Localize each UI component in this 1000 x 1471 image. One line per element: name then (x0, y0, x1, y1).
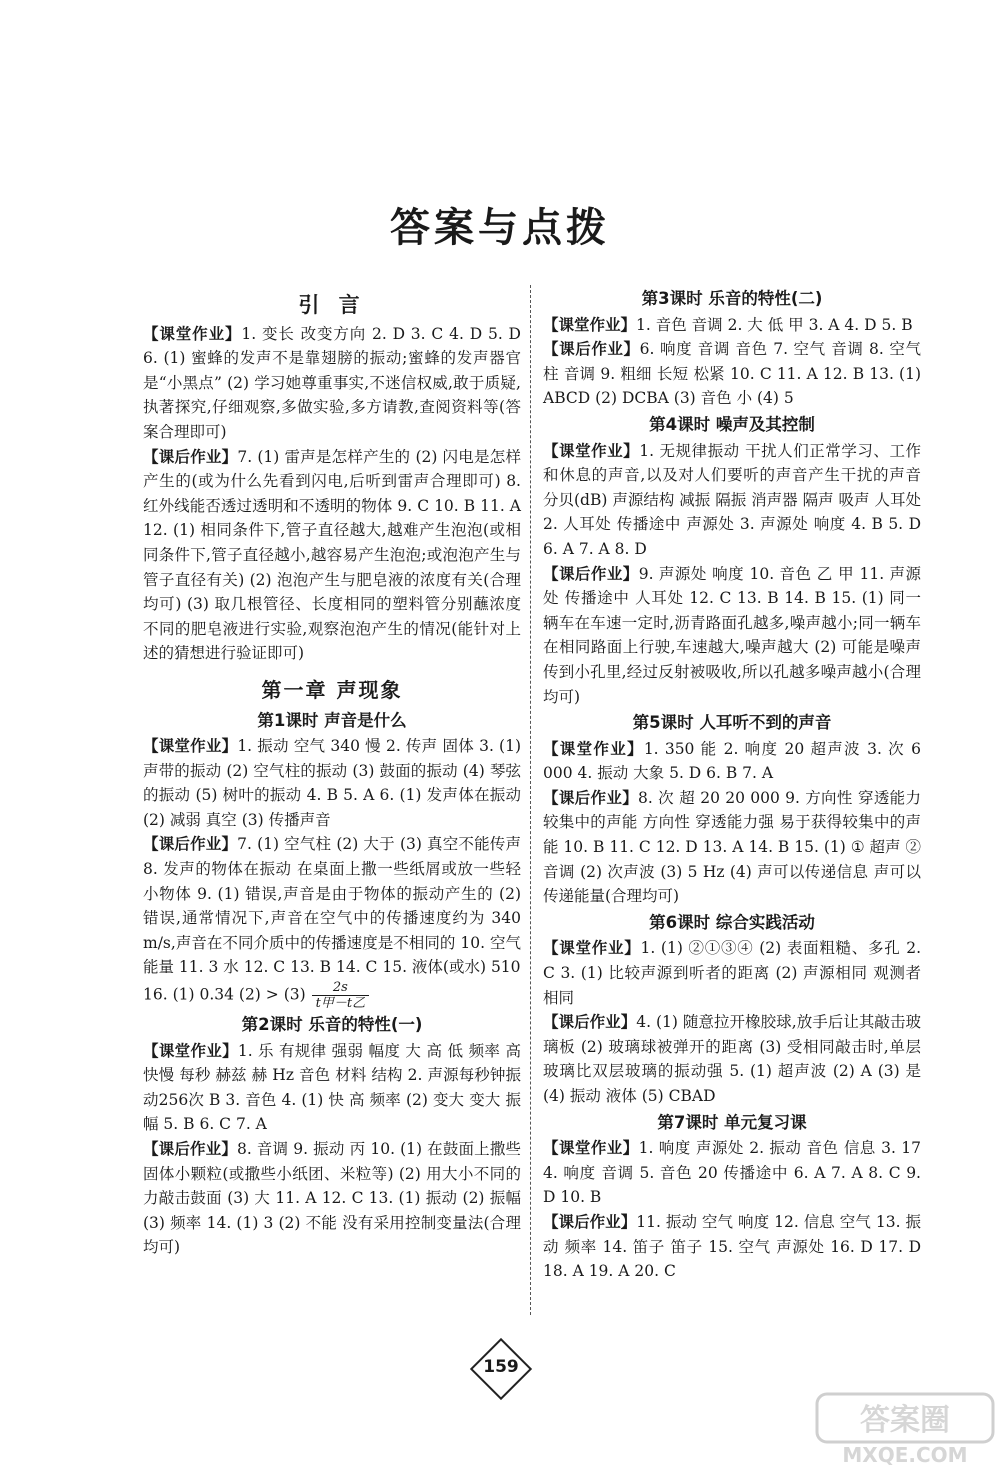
lesson-6-heading: 第6课时 综合实践活动 (649, 912, 815, 932)
answers-text: 6. 响度 音调 音色 7. 空气 音调 8. 空气柱 音调 9. 粗细 长短 松紧 10. C 11. A 12. B 13. (1) ABCD (2) DCBA (3) 音色 小 (4) 5 (543, 340, 921, 408)
homework-tag: 【课后作业】 (143, 835, 238, 854)
homework-tag: 【课后作业】 (143, 1140, 237, 1158)
answers-text: 1. 振动 空气 340 慢 2. 传声 固体 3. (1) 声带的振动 (2) 空气柱的振动 (3) 鼓面的振动 (4) 琴弦的振动 (5) 树叶的振动 4. B 5. A 6. (1) 发声体在振动 (2) 减弱 真空 (3) 传播声音 (143, 737, 521, 829)
homework-tag: 【课后作业】 (143, 447, 238, 466)
lesson-2-heading: 第2课时 乐音的特性(一) (241, 1015, 423, 1035)
answers-text: 7. (1) 空气柱 (2) 大于 (3) 真空不能传声 8. 发声的物体在振动 在桌面上撒一些纸屑或放一些轻小物体 9. (1) 错误,声音是由于物体的振动产生的 (2) 错误,通常情况下,声音在空气中的传播速度约为 340 m/s,声音在不同介质中的传播速度是不相同的 10. 空气 能量 11. 3 水 12. C 13. B 14. C 15. 液体(或水) 510 (143, 835, 521, 977)
lesson-3-heading: 第3课时 乐音的特性(二) (641, 289, 823, 308)
intro-class-work (143, 322, 521, 445)
answers-text: 16. (1) 0.34 (2) > (3) (143, 985, 306, 1004)
lesson-1-question-16 (143, 980, 521, 1011)
answers-text: 1. (1) ②①③④ (2) 表面粗糙、多孔 2. C 3. (1) 比较声源到听者的距离 (2) 声源相同 观测者相同 (543, 939, 921, 1007)
lesson-5-homework (543, 786, 921, 909)
lesson-1-heading: 第1课时 声音是什么 (257, 710, 407, 730)
intro-homework (143, 445, 521, 666)
homework-tag: 【课后作业】 (543, 340, 640, 359)
fraction-numerator: 2s (312, 980, 369, 996)
lesson-5-class-work (543, 737, 921, 786)
watermark-url: MXQE.COM (842, 1443, 968, 1467)
answers-text: 7. (1) 雷声是怎样产生的 (2) 闪电是怎样产生的(或为什么先看到闪电,后听到雷声合理即可) 8. 红外线能否透过透明和不透明的物体 9. C 10. B 11. A 12. (1) 相同条件下,管子直径越大,越难产生泡泡(或相同条件下,管子直径越小,越容易产生泡泡;或泡泡产生与管子直径有关) (2) 泡泡产生与肥皂液的浓度有关(合理均可) (3) 取几根管径、长度相同的塑料管分别蘸浓度不同的肥皂液进行实验,观察泡泡产生的情况(能针对上述的猜想进行验证即可) (143, 447, 521, 663)
lesson-5-heading: 第5课时 人耳听不到的声音 (632, 713, 832, 733)
answers-text: 1. 乐 有规律 强弱 幅度 大 高 低 频率 高 快慢 每秒 赫兹 赫 Hz 音色 材料 结构 2. 声源每秒钟振动256次 B 3. 音色 4. (1) 快 高 频率 (2) 变大 变大 振幅 5. B 6. C 7. A (143, 1041, 521, 1134)
fraction-denominator: t甲－t乙 (315, 996, 366, 1012)
lesson-4-class-work (543, 439, 921, 562)
answers-text: 9. 声源处 响度 10. 音色 乙 甲 11. 声源处 传播途中 人耳处 12. C 13. B 14. B 15. (1) 同一辆车在车速一定时,沥青路面孔越多,噪声越小;同一辆车在相同路面上行驶,车速越大,噪声越大 (2) 可能是噪声传到小孔里,经过反射被吸收,所以孔越多噪声越小(合理均可) (543, 564, 921, 706)
class-work-tag: 【课堂作业】 (543, 739, 644, 758)
left-column (143, 285, 521, 1260)
homework-tag: 【课后作业】 (543, 1013, 637, 1032)
page-number: 159 (483, 1357, 519, 1377)
page-title: 答案与点拨 (390, 205, 610, 251)
answers-text: 1. 音色 音调 2. 大 低 甲 3. A 4. D 5. B (636, 315, 913, 334)
lesson-2-class-work (143, 1039, 521, 1137)
homework-tag: 【课后作业】 (543, 1212, 637, 1231)
lesson-7-homework (543, 1210, 921, 1284)
homework-tag: 【课后作业】 (543, 564, 639, 583)
right-column (543, 285, 921, 1284)
column-divider (530, 285, 531, 1315)
watermark-text: 答案圈 (860, 1403, 950, 1438)
class-work-tag: 【课堂作业】 (543, 1139, 639, 1158)
class-work-tag: 【课堂作业】 (543, 441, 640, 460)
lesson-6-homework (543, 1010, 921, 1108)
lesson-7-class-work (543, 1136, 921, 1210)
watermark-logo (815, 1390, 995, 1468)
answers-text: 4. (1) 随意拉开橡胶球,放手后让其敲击玻璃板 (2) 玻璃球被弹开的距离 (3) 受相同敲击时,单层玻璃比双层玻璃的振动强 5. (1) 超声波 (2) A (3) 是 (4) 振动 液体 (5) CBAD (543, 1013, 921, 1105)
fraction (312, 980, 369, 1011)
lesson-3-homework (543, 337, 921, 411)
answers-text: 8. 音调 9. 振动 丙 10. (1) 在鼓面上撒些固体小颗粒(或撒些小纸团、米粒等) (2) 用大小不同的力敲击鼓面 (3) 大 11. A 12. C 13. (1) 振动 (2) 振幅 (3) 频率 14. (1) 3 (2) 不能 没有采用控制变量法(合理均可) (143, 1140, 521, 1257)
lesson-1-homework (143, 832, 521, 980)
homework-tag: 【课后作业】 (543, 788, 639, 807)
answers-text: 1. 变长 改变方向 2. D 3. C 4. D 5. D 6. (1) 蜜蜂的发声不是靠翅膀的振动;蜜蜂的发声器官是“小黑点” (2) 学习她尊重事实,不迷信权威,敢于质疑,执著探究,仔细观察,多做实验,多方请教,查阅资料等(答案合理即可) (143, 324, 521, 441)
answers-text: 1. 350 能 2. 响度 20 超声波 3. 次 6 000 4. 振动 大象 5. D 6. B 7. A (543, 739, 921, 783)
lesson-7-heading: 第7课时 单元复习课 (657, 1112, 807, 1132)
answers-text: 1. 响度 声源处 2. 振动 音色 信息 3. 17 4. 响度 音调 5. 音色 20 传播途中 6. A 7. A 8. C 9. D 10. B (543, 1139, 921, 1207)
lesson-2-homework (143, 1137, 521, 1260)
answers-text: 8. 次 超 20 20 000 9. 方向性 穿透能力 较集中的声能 方向性 穿透能力强 易于获得较集中的声能 10. B 11. C 12. D 13. A 14. B 15. (1) ① 超声 ② 音调 (2) 次声波 (3) 5 Hz (4) 声可以传递信息 声可以传递能量(合理均可) (543, 788, 921, 906)
lesson-4-heading: 第4课时 噪声及其控制 (649, 414, 815, 434)
class-work-tag: 【课堂作业】 (143, 324, 242, 343)
class-work-tag: 【课堂作业】 (143, 1041, 238, 1060)
chapter-heading: 第一章 声现象 (261, 677, 403, 702)
answers-text: 11. 振动 空气 响度 12. 信息 空气 13. 振动 频率 14. 笛子 笛子 15. 空气 声源处 16. D 17. D 18. A 19. A 20. C (543, 1212, 921, 1281)
class-work-tag: 【课堂作业】 (543, 939, 641, 958)
class-work-tag: 【课堂作业】 (143, 737, 238, 756)
lesson-1-class-work (143, 734, 521, 832)
answers-text: 1. 无规律振动 干扰人们正常学习、工作和休息的声音,以及对人们要听的声音产生干扰的声音 分贝(dB) 声源结构 减振 隔振 消声器 隔声 吸声 人耳处 2. 人耳处 传播途中 声源处 3. 声源处 响度 4. B 5. D 6. A 7. A 8. D (543, 441, 921, 558)
lesson-3-class-work (543, 313, 921, 338)
class-work-tag: 【课堂作业】 (543, 315, 637, 334)
lesson-4-homework (543, 562, 921, 710)
lesson-6-class-work (543, 936, 921, 1010)
intro-heading: 引 言 (298, 293, 366, 317)
